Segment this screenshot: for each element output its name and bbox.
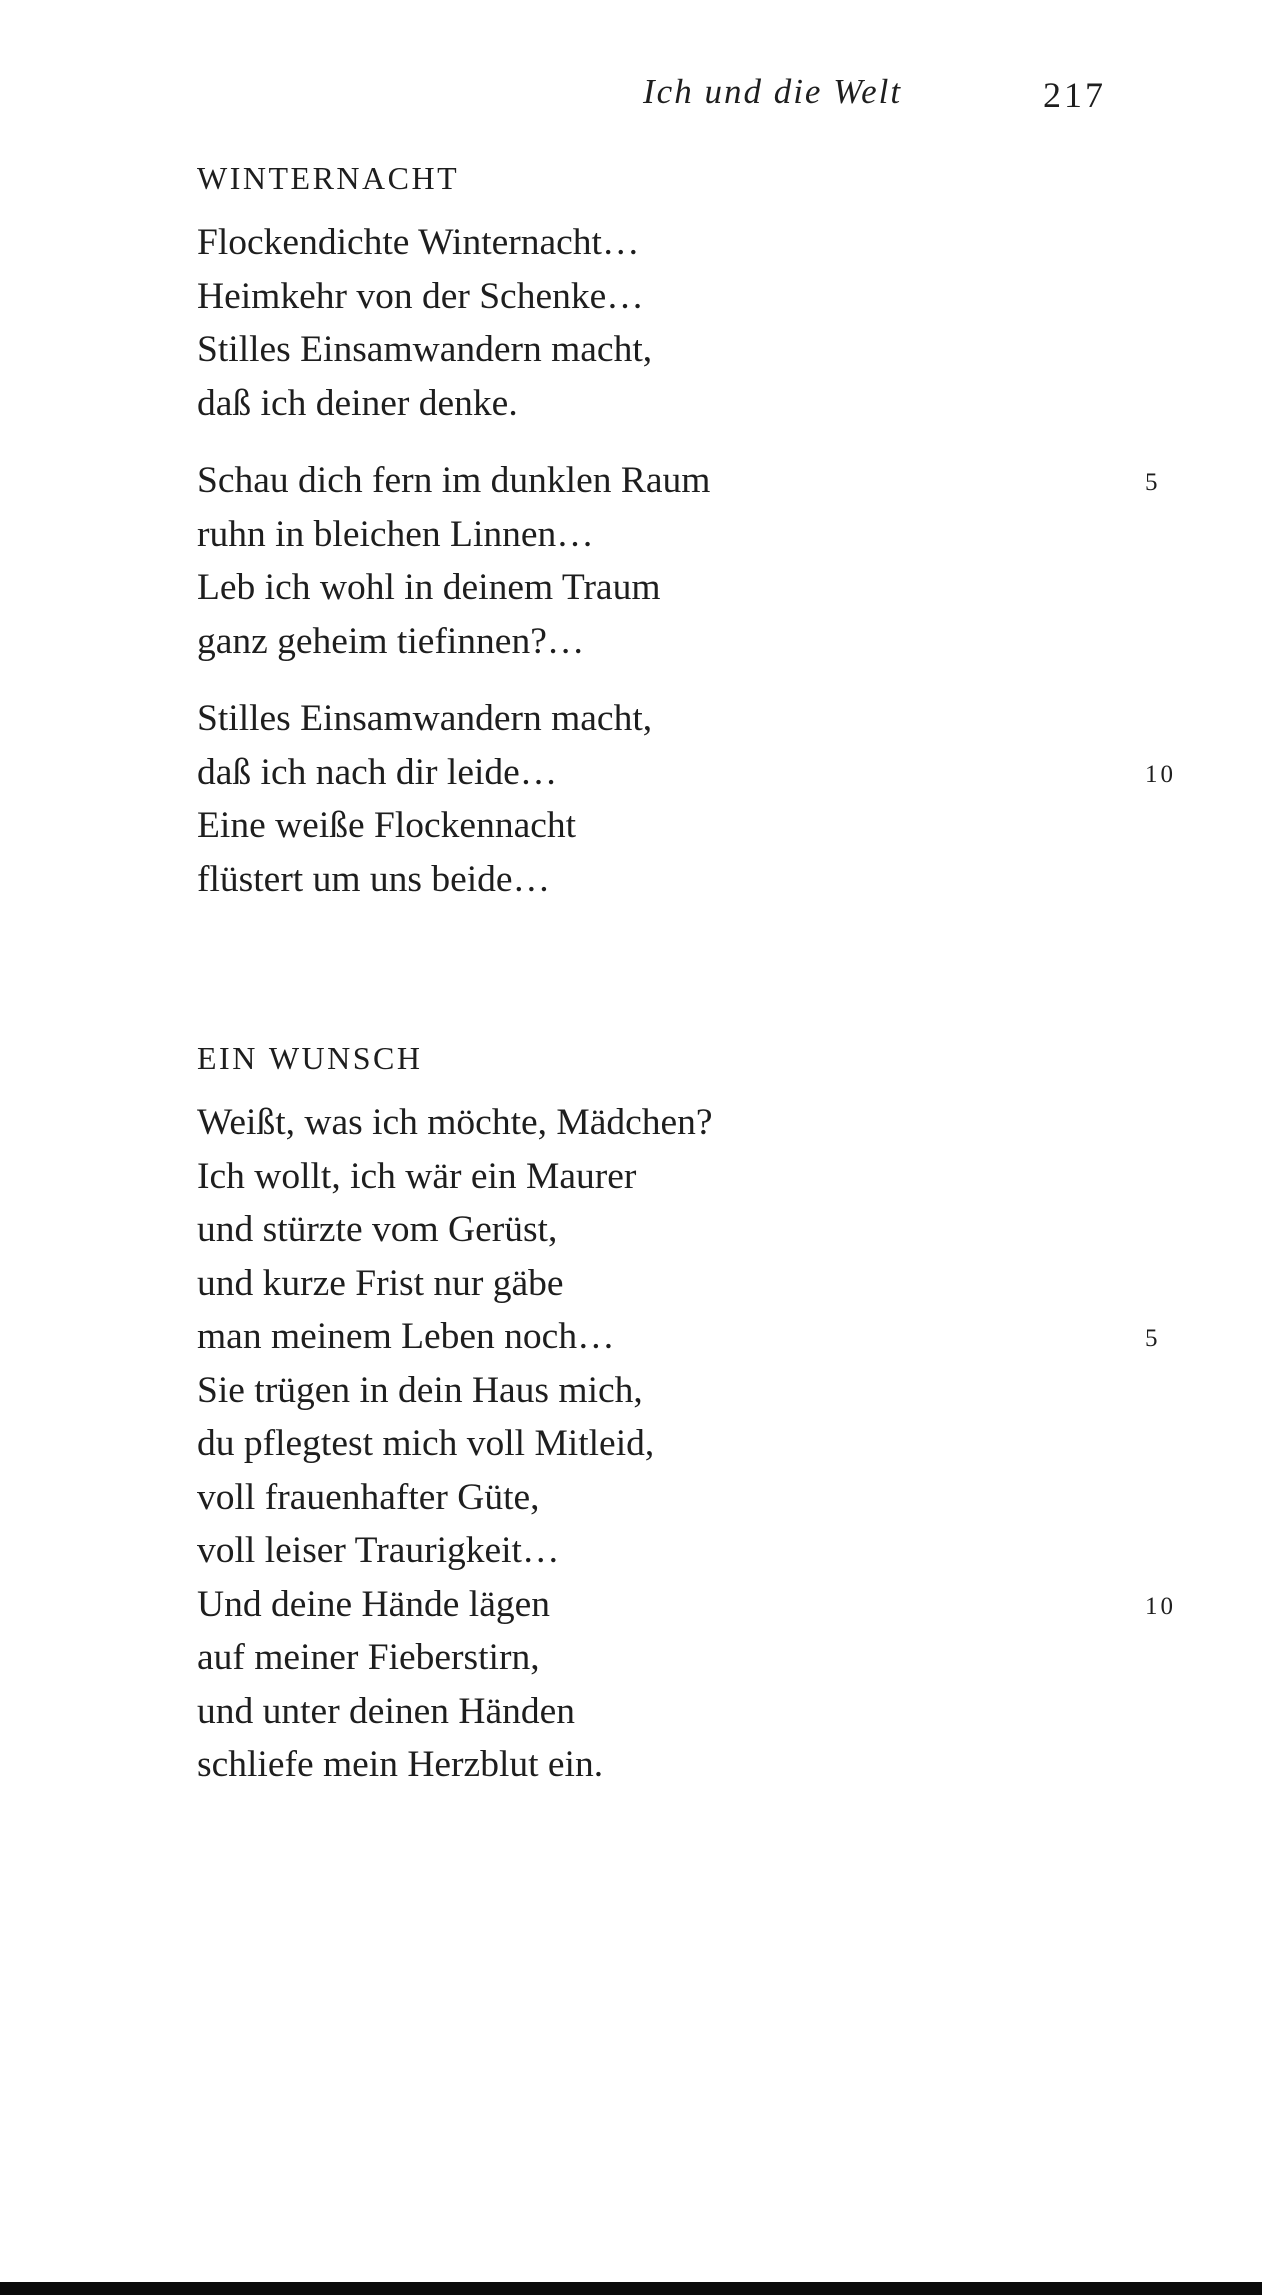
verse-text: Sie trügen in dein Haus mich, [197, 1369, 643, 1411]
running-title: Ich und die Welt [643, 72, 903, 111]
verse-text: und kurze Frist nur gäbe [197, 1262, 564, 1304]
verse-line [197, 1471, 1207, 1525]
poem-title [197, 160, 1207, 216]
verse-line [197, 216, 1207, 270]
verse-text: auf meiner Fieberstirn, [197, 1637, 540, 1678]
verse-text: Leb ich wohl in deinem Traum [197, 567, 661, 608]
verse-text: und stürzte vom Gerüst, [197, 1209, 558, 1250]
verse-line [197, 746, 1207, 800]
stanza [197, 1096, 1207, 1792]
verse-line [197, 1578, 1207, 1632]
poem-title-text: EIN WUNSCH [197, 1040, 423, 1076]
stanza [197, 216, 1207, 430]
verse-text: ganz geheim tiefinnen?… [197, 620, 585, 662]
verse-text: schliefe mein Herzblut ein. [197, 1744, 604, 1785]
verse-text: man meinem Leben noch… [197, 1316, 615, 1357]
verse-text: Und deine Hände lägen [197, 1583, 550, 1625]
verse-line [197, 1738, 1207, 1792]
verse-line [197, 377, 1207, 431]
verse-line [197, 1364, 1207, 1418]
verse-line [197, 1685, 1207, 1739]
line-number: 5 [1145, 469, 1161, 496]
verse-line [197, 323, 1207, 377]
verse-text: ruhn in bleichen Linnen… [197, 513, 594, 555]
verse-text: Stilles Einsamwandern macht, [197, 329, 653, 370]
verse-line [197, 1203, 1207, 1257]
verse-text: Ich wollt, ich wär ein Maurer [197, 1155, 637, 1197]
verse-line [197, 1417, 1207, 1471]
stanza [197, 692, 1207, 906]
line-number: 10 [1145, 760, 1176, 788]
line-number: 10 [1145, 1592, 1176, 1620]
verse-text: daß ich deiner denke. [197, 382, 518, 424]
running-head [0, 72, 1262, 122]
verse-text: voll frauenhafter Güte, [197, 1476, 540, 1518]
verse-line [197, 454, 1207, 508]
poem-title-text: WINTERNACHT [197, 160, 460, 196]
verse-line [197, 1631, 1207, 1685]
verse-line [197, 1150, 1207, 1204]
stanza [197, 454, 1207, 668]
verse-line [197, 615, 1207, 669]
verse-text: und unter deinen Händen [197, 1690, 576, 1732]
page-number: 217 [1043, 75, 1106, 115]
verse-text: Flockendichte Winternacht… [197, 222, 640, 263]
verse-line [197, 799, 1207, 853]
verse-text: flüstert um uns beide… [197, 858, 551, 900]
verse-text: Weißt, was ich möchte, Mädchen? [197, 1102, 713, 1143]
scan-bottom-edge [0, 2282, 1262, 2295]
verse-text: voll leiser Traurigkeit… [197, 1530, 560, 1571]
poem-ein-wunsch [197, 1040, 1207, 1792]
verse-text: Heimkehr von der Schenke… [197, 275, 644, 317]
verse-text: du pflegtest mich voll Mitleid, [197, 1423, 655, 1464]
verse-text: daß ich nach dir leide… [197, 751, 558, 793]
verse-line [197, 508, 1207, 562]
verse-text: Eine weiße Flockennacht [197, 805, 577, 846]
poem-winternacht [197, 160, 1207, 906]
verse-line [197, 561, 1207, 615]
verse-line [197, 1524, 1207, 1578]
verse-line [197, 1310, 1207, 1364]
line-number: 5 [1145, 1325, 1161, 1352]
verse-text: Stilles Einsamwandern macht, [197, 698, 653, 739]
verse-line [197, 1096, 1207, 1150]
verse-text: Schau dich fern im dunklen Raum [197, 460, 711, 501]
poem-title [197, 1040, 1207, 1096]
verse-line [197, 270, 1207, 324]
verse-line [197, 1257, 1207, 1311]
verse-line [197, 692, 1207, 746]
verse-line [197, 853, 1207, 907]
